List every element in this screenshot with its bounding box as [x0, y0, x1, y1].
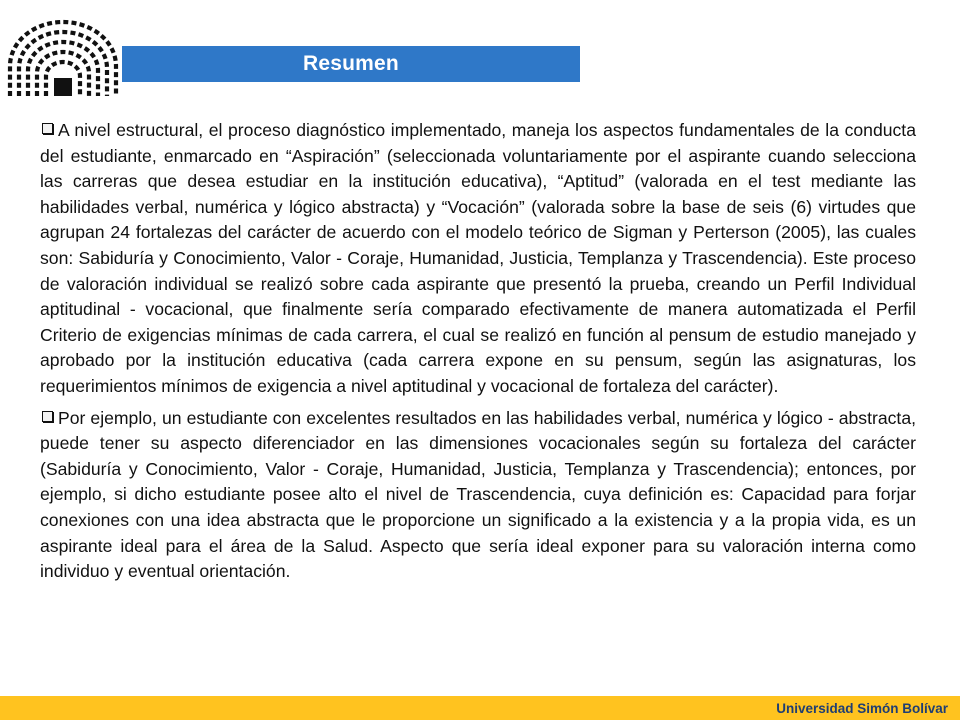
header-banner [122, 46, 580, 82]
paragraph-2 [40, 406, 916, 585]
paragraph-2-text: Por ejemplo, un estudiante con excelentes resultados en las habilidades verbal, numérica y lógico - abstracta, puede tener su aspecto diferenciador en las dimensiones vocacionales según su fortaleza del carácter (Sabiduría y Conocimiento, Valor - Coraje, Humanidad, Justicia, Templanza y Trascendencia); entonces, por ejemplo, si dicho estudiante posee alto el nivel de Trascendencia, cuya definición es: Capacidad para forjar conexiones con una idea abstracta que le proporcione un significado a la existencia y a la propia vida, es un aspirante ideal para el área de la Salud. Aspecto que sería ideal exponer para su valoración interna como individuo y eventual orientación. [40, 407, 916, 582]
square-bullet-icon [42, 123, 53, 134]
paragraph-1-text: A nivel estructural, el proceso diagnóstico implementado, maneja los aspectos fundamentales de la conducta del estudiante, enmarcado en “Aspiración” (seleccionada voluntariamente por el aspirante cuando selecciona las carreras que desea estudiar en la institución educativa), “Aptitud” (valorada en el test mediante las habilidades verbal, numérica y lógico abstracta) y “Vocación” (valorada sobre la base de seis (6) virtudes que agrupan 24 fortalezas del carácter de acuerdo con el modelo teórico de Sigman y Perterson (2005), las cuales son: Sabiduría y Conocimiento, Valor - Coraje, Humanidad, Justicia, Templanza y Trascendencia). Este proceso de valoración individual se realizó sobre cada aspirante que presentó la prueba, creando un Perfil Individual aptitudinal - vocacional, que finalmente sería comparado efectivamente de manera automatizada el Perfil Criterio de exigencias mínimas de cada carrera, el cual se realizó en función al pensum de estudio manejado y aprobado por la institución educativa (cada carrera expone en su pensum, según las asignaturas, los requerimientos mínimos de exigencia a nivel aptitudinal y vocacional de fortaleza del carácter). [40, 120, 916, 396]
footer-institution: Universidad Simón Bolívar [776, 700, 948, 716]
page-title: Resumen [303, 52, 399, 75]
footer-bar [0, 696, 960, 720]
square-bullet-icon [42, 411, 53, 422]
university-emblem-icon [6, 18, 120, 104]
paragraph-1 [40, 118, 916, 400]
content-body [40, 118, 916, 591]
